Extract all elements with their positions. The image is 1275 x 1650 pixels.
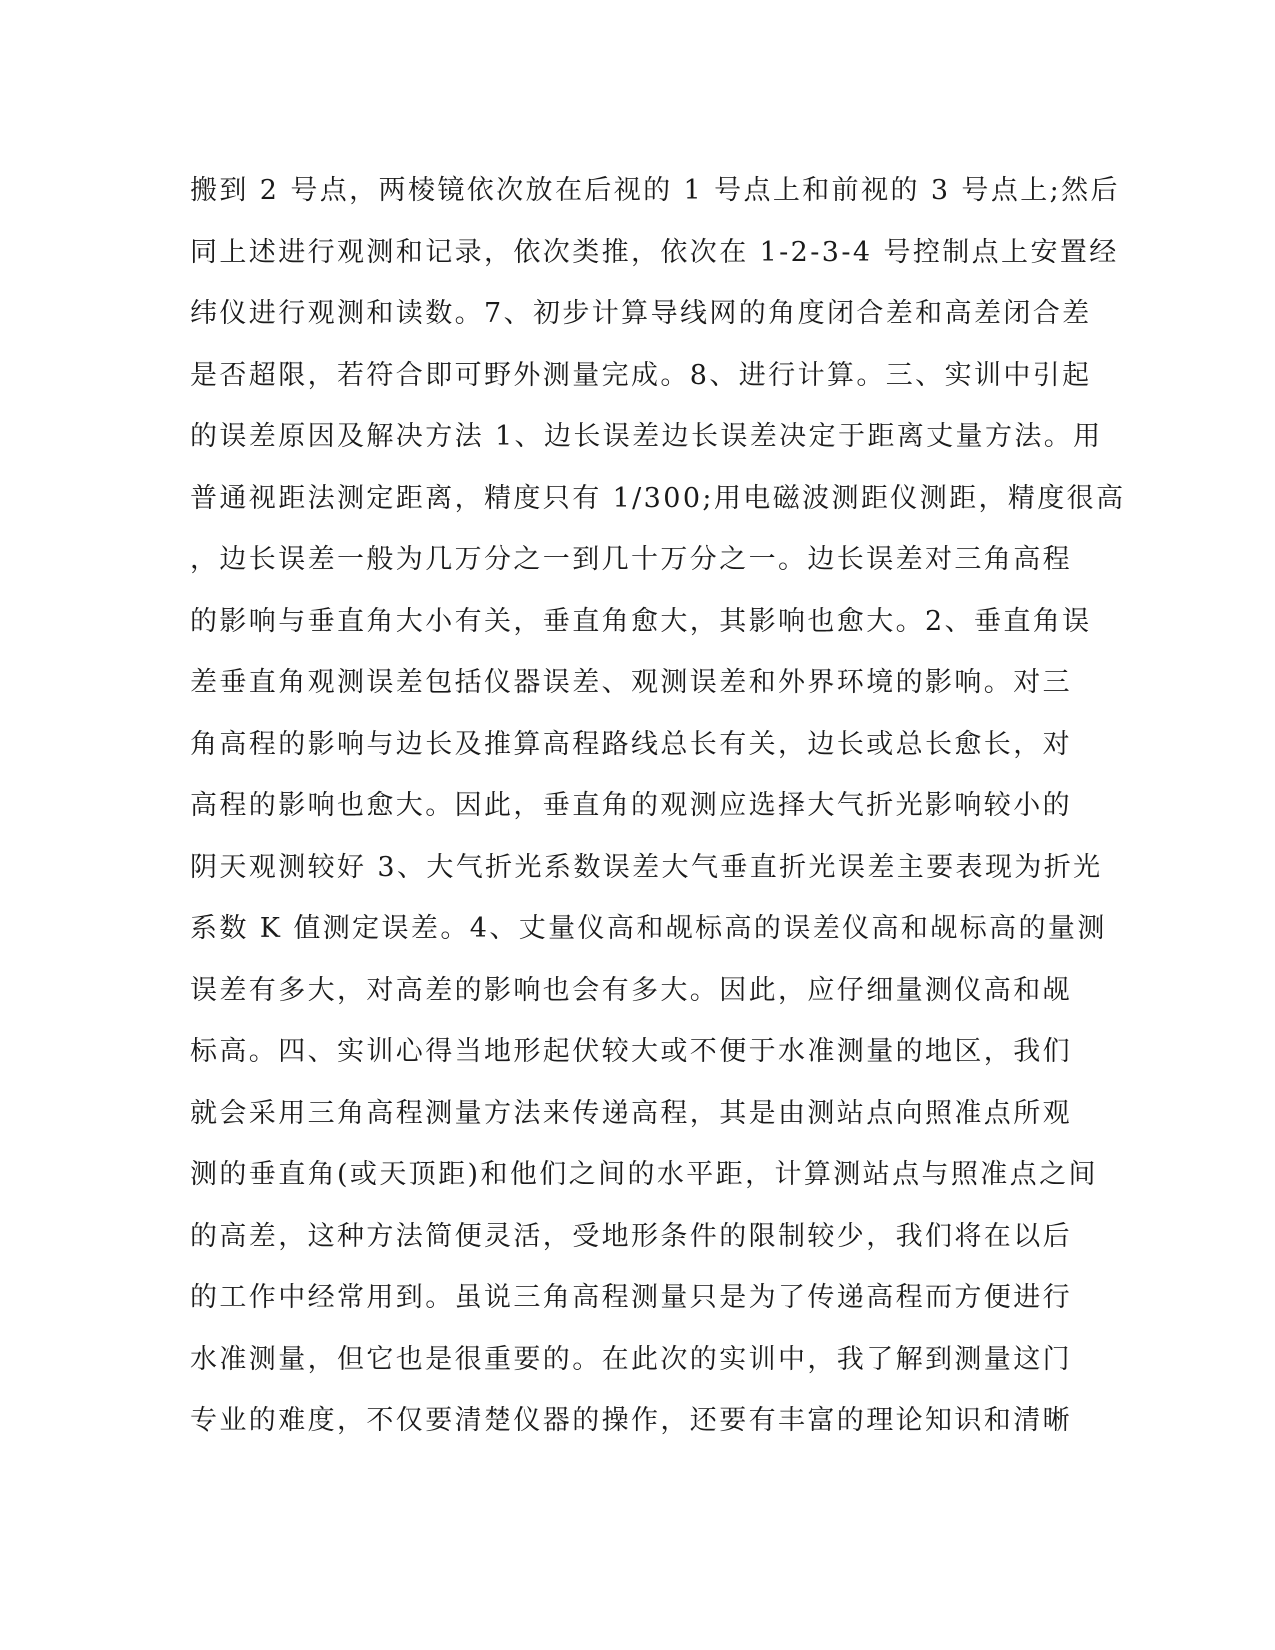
text-line: 水准测量，但它也是很重要的。在此次的实训中，我了解到测量这门	[190, 1343, 1072, 1375]
body-text	[190, 160, 1126, 1452]
text-line: 误差有多大，对高差的影响也会有多大。因此，应仔细量测仪高和觇	[190, 974, 1072, 1006]
text-line: 系数 K 值测定误差。4、丈量仪高和觇标高的误差仪高和觇标高的量测	[190, 913, 1107, 944]
text-line: 的工作中经常用到。虽说三角高程测量只是为了传递高程而方便进行	[190, 1282, 1072, 1313]
text-line: 专业的难度，不仅要清楚仪器的操作，还要有丰富的理论知识和清晰	[190, 1405, 1072, 1436]
text-line: 的误差原因及解决方法 1、边长误差边长误差决定于距离丈量方法。用	[190, 421, 1103, 452]
text-line: 的高差，这种方法简便灵活，受地形条件的限制较少，我们将在以后	[190, 1220, 1072, 1252]
text-line: 同上述进行观测和记录，依次类推，依次在 1-2-3-4 号控制点上安置经	[190, 236, 1119, 268]
text-line: 标高。四、实训心得当地形起伏较大或不便于水准测量的地区，我们	[190, 1036, 1072, 1067]
text-line: 纬仪进行观测和读数。7、初步计算导线网的角度闭合差和高差闭合差	[190, 298, 1092, 329]
text-line: 的影响与垂直角大小有关，垂直角愈大，其影响也愈大。2、垂直角误	[190, 605, 1092, 637]
text-line: 搬到 2 号点，两棱镜依次放在后视的 1 号点上和前视的 3 号点上;然后	[190, 175, 1120, 206]
text-line: 角高程的影响与边长及推算高程路线总长有关，边长或总长愈长，对	[190, 728, 1072, 760]
text-line: 普通视距法测定距离，精度只有 1/300;用电磁波测距仪测距，精度很高	[190, 482, 1126, 514]
text-line: 阴天观测较好 3、大气折光系数误差大气垂直折光误差主要表现为折光	[190, 851, 1103, 883]
text-line: 高程的影响也愈大。因此，垂直角的观测应选择大气折光影响较小的	[190, 790, 1072, 821]
text-line: 测的垂直角(或天顶距)和他们之间的水平距，计算测站点与照准点之间	[190, 1159, 1098, 1190]
text-line: ，边长误差一般为几万分之一到几十万分之一。边长误差对三角高程	[190, 544, 1072, 575]
text-line: 是否超限，若符合即可野外测量完成。8、进行计算。三、实训中引起	[190, 359, 1092, 391]
text-line: 差垂直角观测误差包括仪器误差、观测误差和外界环境的影响。对三	[190, 667, 1072, 698]
text-line: 就会采用三角高程测量方法来传递高程，其是由测站点向照准点所观	[190, 1097, 1072, 1129]
